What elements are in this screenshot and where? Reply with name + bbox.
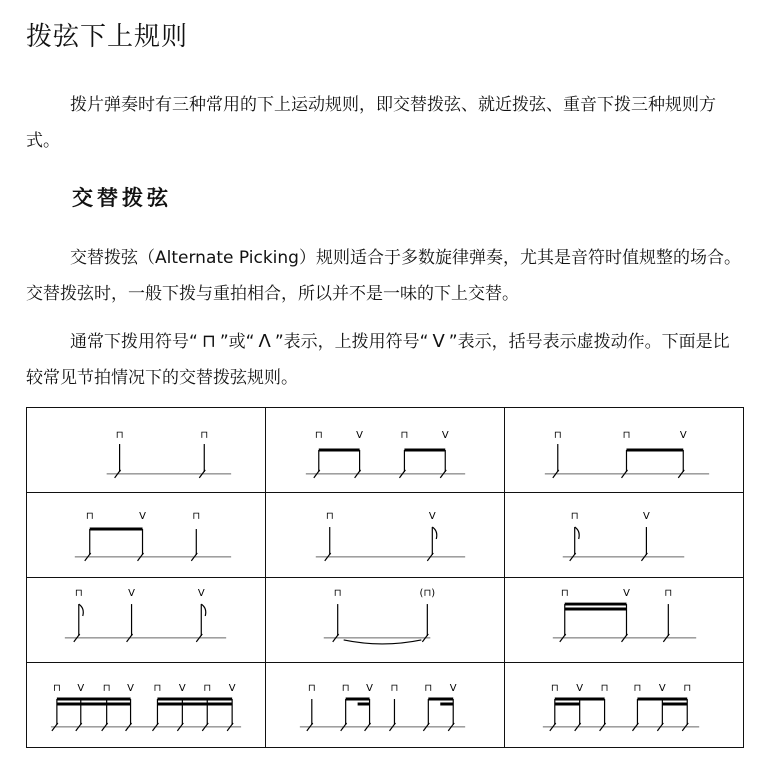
rhythm-notation [505, 493, 743, 577]
pattern-row-1 [27, 408, 744, 493]
down-stroke-mark: ⊓ [622, 430, 631, 442]
down-stroke-mark: ⊓ [200, 430, 209, 442]
pattern-cell [505, 493, 744, 578]
down-stroke-mark: ⊓ [664, 588, 673, 600]
rhythm-notation [266, 663, 504, 747]
up-stroke-mark: V [642, 511, 650, 523]
up-stroke-mark: V [128, 588, 135, 600]
down-stroke-mark: ⊓ [400, 430, 409, 442]
pattern-row-2 [27, 493, 744, 578]
down-stroke-mark: ⊓ [153, 683, 162, 695]
tie-arc [344, 640, 422, 644]
rhythm-notation [505, 663, 743, 747]
intro-text: 拨片弹奏时有三种常用的下上运动规则，即交替拨弦、就近拨弦、重音下拨三种规则方式。 [26, 95, 716, 151]
down-stroke-mark: ⊓ [560, 588, 569, 600]
down-stroke-mark: ⊓ [74, 588, 83, 600]
note-flag [575, 527, 579, 539]
symbol-text-c: ”表示，上拨用符号“ [274, 332, 429, 352]
pattern-row-3 [27, 578, 744, 663]
up-stroke-mark: V [623, 588, 630, 600]
pattern-cell [505, 408, 744, 493]
up-stroke-mark: V [449, 683, 457, 695]
up-stroke-mark: V [139, 511, 146, 523]
pattern-cell [27, 408, 266, 493]
pattern-cell [505, 578, 744, 663]
down-stroke-symbol: ⊓ [201, 331, 216, 352]
down-stroke-mark: ⊓ [307, 683, 316, 695]
down-stroke-mark: ⊓ [192, 511, 201, 523]
down-stroke-mark: ⊓ [553, 430, 562, 442]
rhythm-notation [27, 578, 265, 662]
pattern-row-4 [27, 663, 744, 748]
pattern-cell [505, 663, 744, 748]
down-stroke-mark: ⊓ [325, 511, 334, 523]
note-flag [201, 604, 205, 616]
rhythm-notation [27, 663, 265, 747]
intro-paragraph [26, 87, 746, 159]
up-stroke-mark: V [356, 430, 364, 442]
up-stroke-mark: V [228, 683, 236, 695]
up-stroke-mark: V [428, 511, 436, 523]
up-stroke-symbol: V [432, 331, 445, 352]
pattern-cell [266, 663, 505, 748]
pattern-cell [266, 578, 505, 663]
up-stroke-mark: V [441, 430, 449, 442]
down-stroke-mark: ⊓ [52, 683, 61, 695]
down-stroke-mark: ⊓ [203, 683, 212, 695]
down-stroke-mark: ⊓ [390, 683, 399, 695]
down-stroke-mark: ⊓ [102, 683, 111, 695]
pattern-cell [27, 663, 266, 748]
up-stroke-mark: V [658, 683, 666, 695]
rhythm-notation [266, 493, 504, 577]
rhythm-notation [505, 578, 743, 662]
down-stroke-mark: ⊓ [633, 683, 642, 695]
down-stroke-mark: ⊓ [85, 511, 94, 523]
note-flag [432, 527, 436, 539]
symbol-paragraph [26, 324, 746, 396]
symbol-text-b: ”或“ [219, 332, 255, 352]
rhythm-notation [27, 493, 265, 577]
symbol-text-d: ”表示，括号表示虚拨动作。下面是比较常见节拍情况下的交替拨弦规则。 [26, 332, 730, 388]
note-flag [79, 604, 83, 616]
up-stroke-mark: V [576, 683, 584, 695]
pattern-cell [266, 493, 505, 578]
down-stroke-mark: ⊓ [550, 683, 559, 695]
up-stroke-mark: V [127, 683, 134, 695]
up-stroke-mark: V [197, 588, 205, 600]
down-stroke-mark: ⊓ [341, 683, 350, 695]
alternate-picking-paragraph [26, 240, 746, 312]
alternate-picking-text: 交替拨弦（Alternate Picking）规则适合于多数旋律弹奏，尤其是音符时值规整的场合。交替拨弦时，一般下拨与重拍相合，所以并不是一味的下上交替。 [26, 248, 741, 304]
down-stroke-mark: ⊓ [424, 683, 433, 695]
page-title: 拨弦下上规则 [26, 22, 189, 52]
section-heading: 交替拨弦 [72, 186, 172, 210]
down-stroke-mark: ⊓ [115, 430, 124, 442]
pattern-cell [27, 493, 266, 578]
down-stroke-mark: ⊓ [683, 683, 692, 695]
ghost-stroke-mark: (⊓) [419, 588, 436, 600]
down-stroke-mark: ⊓ [314, 430, 323, 442]
pattern-cell [266, 408, 505, 493]
rhythm-notation [505, 408, 743, 492]
down-stroke-alt-symbol: Λ [258, 331, 271, 352]
down-stroke-mark: ⊓ [600, 683, 609, 695]
up-stroke-mark: V [178, 683, 186, 695]
up-stroke-mark: V [679, 430, 687, 442]
symbol-text-a: 通常下拨用符号“ [70, 332, 198, 352]
rhythm-notation [27, 408, 265, 492]
rhythm-notation [266, 408, 504, 492]
pattern-cell [27, 578, 266, 663]
down-stroke-mark: ⊓ [570, 511, 579, 523]
down-stroke-mark: ⊓ [333, 588, 342, 600]
up-stroke-mark: V [366, 683, 373, 695]
picking-pattern-table [26, 407, 744, 748]
rhythm-notation [266, 578, 504, 662]
up-stroke-mark: V [77, 683, 85, 695]
